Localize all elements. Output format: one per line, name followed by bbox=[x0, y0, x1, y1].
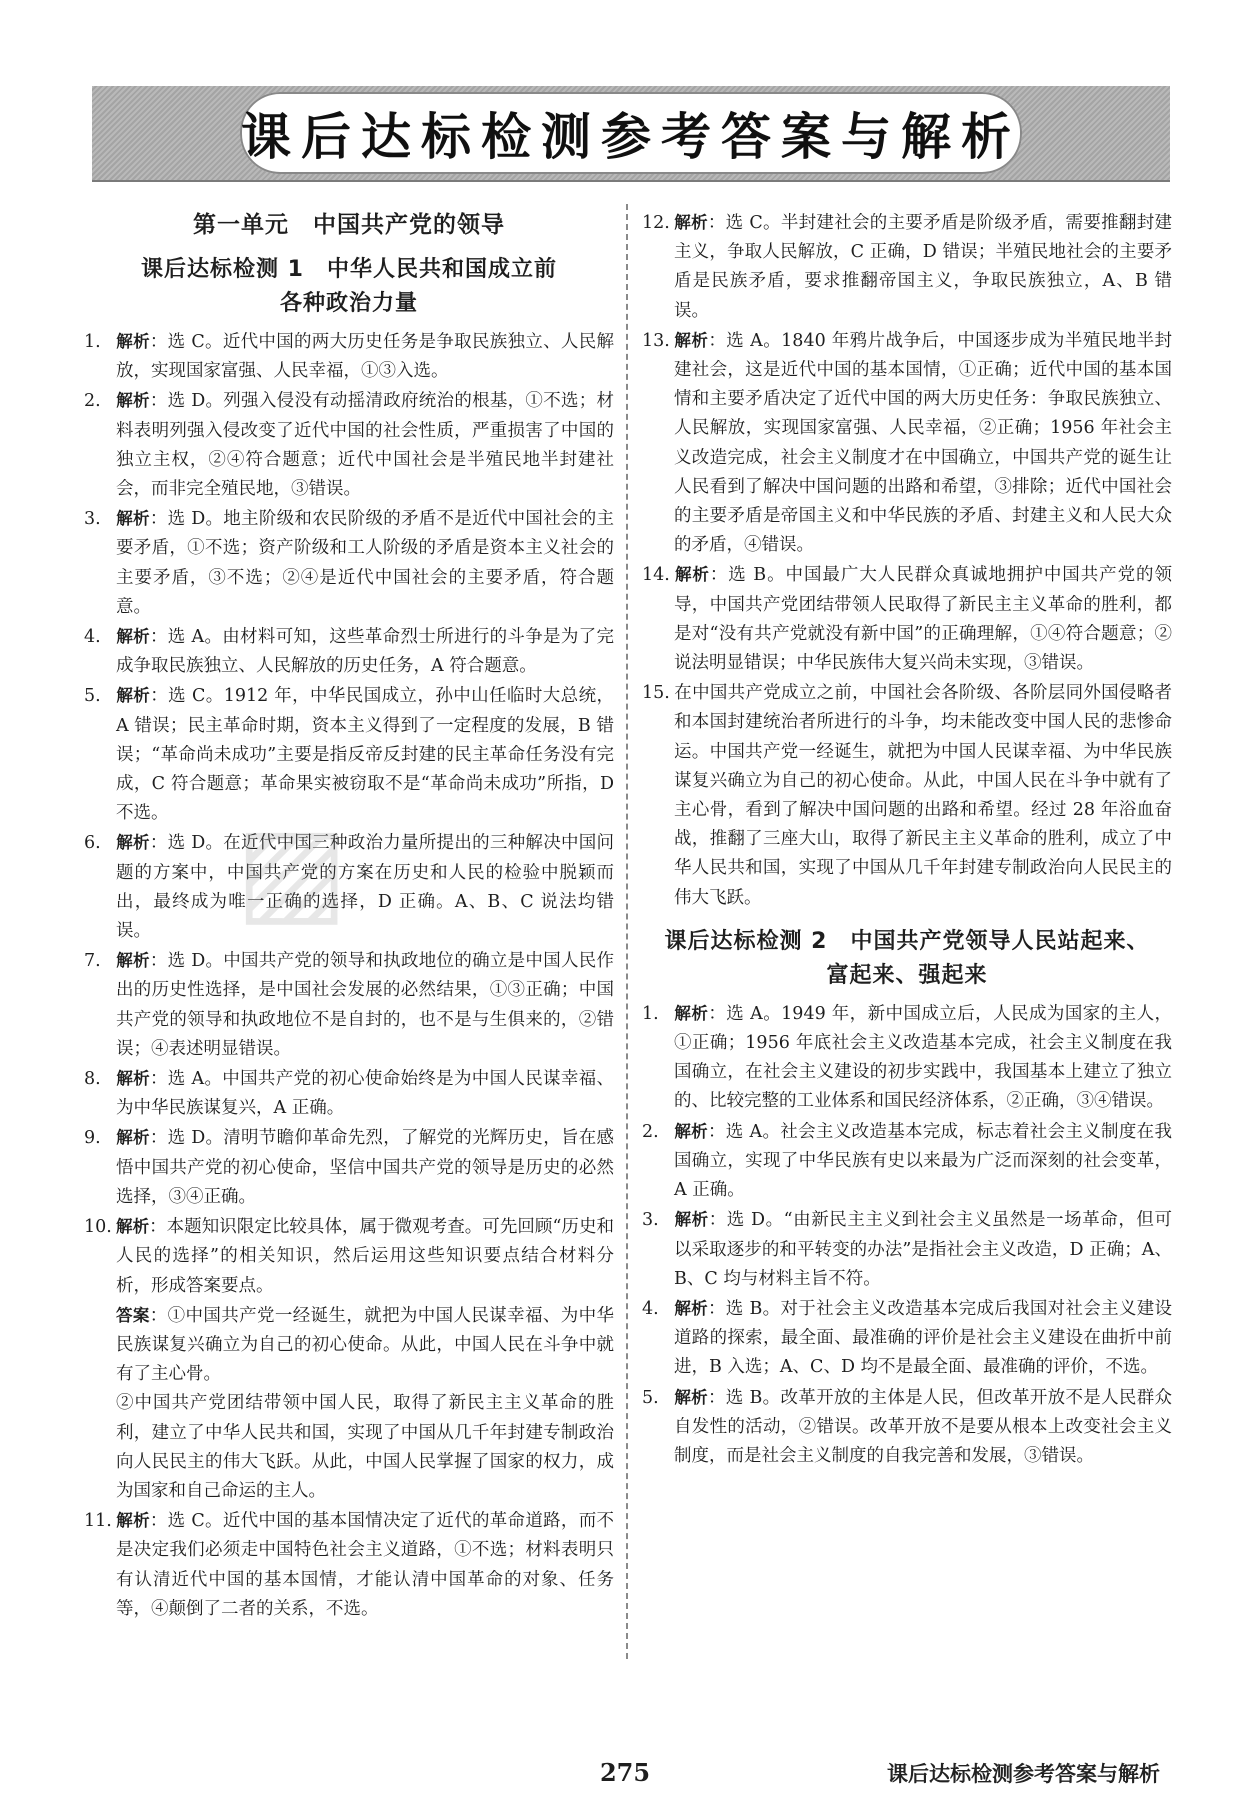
page-number: 275 bbox=[599, 1758, 651, 1787]
section-title-1 bbox=[84, 253, 614, 321]
right-answer-list-b bbox=[642, 999, 1172, 1471]
answer-item-11 bbox=[84, 1506, 614, 1624]
item-label: 解析 bbox=[116, 1069, 150, 1089]
answer-block bbox=[84, 1301, 614, 1506]
item-number: 10. bbox=[84, 1217, 112, 1238]
item-label: 解析 bbox=[116, 1217, 150, 1237]
answer-item bbox=[642, 999, 1172, 1117]
item-label: 解析 bbox=[674, 1298, 708, 1318]
answer-item bbox=[84, 1064, 614, 1123]
item-number: 7. bbox=[84, 951, 101, 972]
left-answer-list bbox=[84, 327, 614, 1301]
item-number: 6. bbox=[84, 833, 101, 854]
item-label: 解析 bbox=[116, 833, 150, 853]
item-number: 15. bbox=[642, 683, 670, 704]
left-column bbox=[84, 206, 614, 1624]
section-title-2 bbox=[642, 925, 1172, 993]
item-number: 9. bbox=[84, 1128, 101, 1149]
answer-item bbox=[642, 1383, 1172, 1472]
item-number: 14. bbox=[642, 565, 670, 586]
column-divider bbox=[626, 204, 628, 1659]
item-number: 3. bbox=[642, 1210, 659, 1231]
item-label: 解析 bbox=[116, 686, 151, 706]
item-text: ：选 A。1840 年鸦片战争后，中国逐步成为半殖民地半封建社会，这是近代中国的基本国情，①正确；近代中国的基本国情和主要矛盾决定了近代中国的两大历史任务：争取民族独立、人民解放，实现国家富强、人民幸福，②正确；1956 年社会主义改造完成，社会主义制度才在中国确立，中国共产党的诞生让人民看到了解决中国问题的出路和希望，③排除；近代中国社会的主要矛盾是帝国主义和中华民族的矛盾、封建主义和人民大众的矛盾，④错误。 bbox=[674, 330, 1172, 556]
answer-item bbox=[84, 622, 614, 681]
item-number: 4. bbox=[84, 627, 101, 648]
item-text: ：选 D。地主阶级和农民阶级的矛盾不是近代中国社会的主要矛盾，①不选；资产阶级和工人阶级的矛盾是资本主义社会的主要矛盾，③不选；②④是近代中国社会的主要矛盾，符合题意。 bbox=[116, 509, 615, 617]
item-number: 1. bbox=[642, 1003, 659, 1024]
item-label: 解析 bbox=[674, 1003, 709, 1023]
item-number: 5. bbox=[642, 1387, 659, 1408]
item-label: 解析 bbox=[116, 627, 150, 647]
item-text: ：选 A。1949 年，新中国成立后，人民成为国家的主人，①正确；1956 年底社会主义改造基本完成，社会主义制度在我国确立，在社会主义建设的初步实践中，我国基本上建立了独立的、比较完整的工业体系和国民经济体系，②正确，③④错误。 bbox=[674, 1003, 1172, 1112]
right-answer-list-a bbox=[642, 208, 1172, 913]
item-label: 解析 bbox=[674, 330, 709, 350]
item-label: 解析 bbox=[116, 391, 150, 411]
item-text: ：选 A。中国共产党的初心使命始终是为中国人民谋幸福、为中华民族谋复兴，A 正确。 bbox=[116, 1069, 615, 1119]
header-banner bbox=[92, 86, 1170, 182]
item-text: ：选 C。近代中国的两大历史任务是争取民族独立、人民解放，实现国家富强、人民幸福，①③入选。 bbox=[116, 332, 615, 382]
answer-item bbox=[84, 327, 614, 386]
answer-item bbox=[84, 681, 614, 828]
item-label: 解析 bbox=[674, 1387, 708, 1407]
item-label: 解析 bbox=[674, 1210, 709, 1230]
answer-paragraph-2: ②中国共产党团结带领中国人民，取得了新民主主义革命的胜利，建立了中华人民共和国，实现了中国从几千年封建专制政治向人民民主的伟大飞跃。从此，中国人民掌握了国家的权力，成为国家和自己命运的主人。 bbox=[116, 1393, 614, 1501]
item-text: ：选 B。对于社会主义改造基本完成后我国对社会主义建设道路的探索，最全面、最准确的评价是社会主义建设在曲折中前进，B 入选；A、C、D 均不是最全面、最准确的评价，不选。 bbox=[674, 1298, 1173, 1378]
unit-title: 第一单元 中国共产党的领导 bbox=[193, 212, 505, 238]
answer-paragraph-1 bbox=[116, 1301, 614, 1390]
answer-label: 答案 bbox=[116, 1305, 150, 1325]
item-text: ：选 A。社会主义改造基本完成，标志着社会主义制度在我国确立，实现了中华民族有史以来最为广泛而深刻的社会变革，A 正确。 bbox=[674, 1121, 1173, 1201]
answer-item bbox=[642, 1205, 1172, 1294]
right-column bbox=[642, 208, 1172, 1471]
item-number: 12. bbox=[642, 213, 670, 233]
item-text: ：选 D。在近代中国三种政治力量所提出的三种解决中国问题的方案中，中国共产党的方案在历史和人民的检验中脱颖而出，最终成为唯一正确的选择，D 正确。A、B、C 说法均错误。 bbox=[116, 833, 615, 942]
item-text: ：选 C。半封建社会的主要矛盾是阶级矛盾，需要推翻封建主义，争取人民解放，C 正确，D 错误；半殖民地社会的主要矛盾是民族矛盾，要求推翻帝国主义，争取民族独立，A、B 错误。 bbox=[674, 213, 1173, 321]
answer-text-1: ：①中国共产党一经诞生，就把为中国人民谋幸福、为中华民族谋复兴确立为自己的初心使命。从此，中国人民在斗争中就有了主心骨。 bbox=[116, 1305, 615, 1385]
item-number: 8. bbox=[84, 1069, 101, 1090]
section-title-1-line2: 各种政治力量 bbox=[279, 291, 418, 316]
watermark-graphic: ▨ bbox=[235, 800, 357, 939]
item-number: 3. bbox=[84, 509, 101, 530]
answer-item bbox=[84, 1212, 614, 1301]
answer-item bbox=[84, 386, 614, 504]
item-number: 2. bbox=[84, 391, 101, 412]
item-text: ：选 D。中国共产党的领导和执政地位的确立是中国人民作出的历史性选择，是中国社会发展的必然结果，①③正确；中国共产党的领导和执政地位不是自封的，也不是与生俱来的，②错误；④表述明显错误。 bbox=[116, 951, 615, 1059]
item-text: ：选 D。“由新民主主义到社会主义虽然是一场革命，但可以采取逐步的和平转变的办法”是指社会主义改造，D 正确；A、B、C 均与材料主旨不符。 bbox=[674, 1210, 1172, 1289]
header-banner-plate bbox=[240, 92, 1022, 174]
item-text: ：选 D。清明节瞻仰革命先烈，了解党的光辉历史，旨在感悟中国共产党的初心使命，坚信中国共产党的领导是历史的必然选择，③④正确。 bbox=[116, 1128, 615, 1207]
answer-item bbox=[84, 828, 614, 946]
item-text: ：选 B。中国最广大人民群众真诚地拥护中国共产党的领导，中国共产党团结带领人民取得了新民主主义革命的胜利，都是对“没有共产党就没有新中国”的正确理解，①④符合题意；②说法明显错误；中华民族伟大复兴尚未实现，③错误。 bbox=[674, 565, 1173, 674]
item-text: ：选 C。近代中国的基本国情决定了近代的革命道路，而不是决定我们必须走中国特色社会主义道路，①不选；材料表明只有认清近代中国的基本国情，才能认清中国革命的对象、任务等，④颠倒了二者的关系，不选。 bbox=[116, 1511, 615, 1619]
item-number: 13. bbox=[642, 330, 670, 351]
item-text: ：选 A。由材料可知，这些革命烈士所进行的斗争是为了完成争取民族独立、人民解放的历史任务，A 符合题意。 bbox=[116, 627, 615, 677]
item-text: ：选 B。改革开放的主体是人民，但改革开放不是人民群众自发性的活动，②错误。改革开放不是要从根本上改变社会主义制度，而是社会主义制度的自我完善和发展，③错误。 bbox=[674, 1387, 1173, 1466]
answer-item bbox=[642, 208, 1172, 326]
answer-item bbox=[642, 1294, 1172, 1383]
item-text: ：选 D。列强入侵没有动摇清政府统治的根基，①不选；材料表明列强入侵改变了近代中国的社会性质，严重损害了中国的独立主权，②④符合题意；近代中国社会是半殖民地半封建社会，而非完全殖民地，③错误。 bbox=[116, 391, 615, 500]
section-title-2-line1: 课后达标检测 2 中国共产党领导人民站起来、 bbox=[664, 928, 1150, 954]
item-number: 11. bbox=[84, 1511, 112, 1532]
section-title-2-line2: 富起来、强起来 bbox=[826, 962, 988, 988]
answer-item bbox=[84, 1123, 614, 1212]
item-text: ：选 C。1912 年，中华民国成立，孙中山任临时大总统，A 错误；民主革命时期，资本主义得到了一定程度的发展，B 错误；“革命尚未成功”主要是指反帝反封建的民主革命任务没有完成，C 符合题意；革命果实被窃取不是“革命尚未成功”所指，D 不选。 bbox=[116, 686, 614, 824]
item-label: 解析 bbox=[674, 565, 710, 585]
item-text: ：本题知识限定比较具体，属于微观考查。可先回顾“历史和人民的选择”的相关知识，然后运用这些知识要点结合材料分析，形成答案要点。 bbox=[116, 1217, 614, 1296]
section-title-1-line1: 课后达标检测 1 中华人民共和国成立前 bbox=[141, 257, 557, 282]
answer-item bbox=[642, 1117, 1172, 1206]
page-title: 课后达标检测参考答案与解析 bbox=[241, 107, 1021, 166]
answer-item bbox=[84, 946, 614, 1064]
answer-item bbox=[642, 326, 1172, 561]
item-text: 在中国共产党成立之前，中国社会各阶级、各阶层同外国侵略者和本国封建统治者所进行的斗争，均未能改变中国人民的悲惨命运。中国共产党一经诞生，就把为中国人民谋幸福、为中华民族谋复兴确立为自己的初心使命。从此，中国人民在斗争中就有了主心骨，看到了解决中国问题的出路和希望。经过 28 年浴血奋战，推翻了三座大山，取得了新民主主义革命的胜利，成立了中华人民共和国，实现了中国从几千年封建专制政治向人民民主的伟大飞跃。 bbox=[674, 683, 1172, 908]
footer-title: 课后达标检测参考答案与解析 bbox=[887, 1762, 1160, 1786]
item-label: 解析 bbox=[116, 951, 150, 971]
item-label: 解析 bbox=[116, 1128, 150, 1148]
answer-item bbox=[642, 560, 1172, 678]
answer-item bbox=[642, 678, 1172, 913]
answer-item bbox=[84, 504, 614, 622]
item-number: 5. bbox=[84, 686, 101, 707]
item-label: 解析 bbox=[116, 1511, 150, 1531]
item-label: 解析 bbox=[674, 1121, 708, 1141]
item-number: 4. bbox=[642, 1298, 659, 1319]
item-number: 2. bbox=[642, 1121, 659, 1142]
item-label: 解析 bbox=[116, 332, 150, 351]
item-label: 解析 bbox=[674, 213, 708, 232]
item-label: 解析 bbox=[116, 509, 150, 529]
item-number: 1. bbox=[84, 332, 101, 352]
